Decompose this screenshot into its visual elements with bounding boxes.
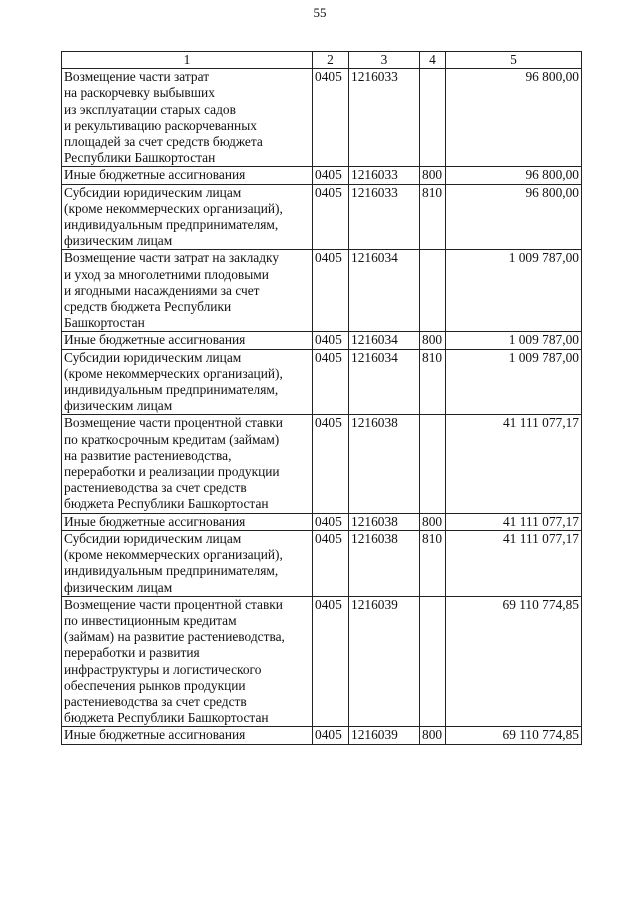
table-row bbox=[62, 596, 582, 727]
row-target-article-cell: 1216033 bbox=[349, 69, 420, 167]
table-row bbox=[62, 167, 582, 184]
row-section-code-cell: 0405 bbox=[313, 596, 349, 727]
row-section-code-cell: 0405 bbox=[313, 513, 349, 530]
table-row bbox=[62, 349, 582, 415]
row-amount-cell: 1 009 787,00 bbox=[446, 250, 582, 332]
table-row bbox=[62, 184, 582, 250]
table-row bbox=[62, 332, 582, 349]
row-expense-type-cell: 800 bbox=[420, 727, 446, 744]
table-header-row bbox=[62, 52, 582, 69]
row-amount-cell: 69 110 774,85 bbox=[446, 727, 582, 744]
row-name-cell: Субсидии юридическим лицам (кроме некоммерческих организаций), индивидуальным предпринимателям, физическим лицам bbox=[62, 349, 313, 415]
row-name-cell: Субсидии юридическим лицам (кроме некоммерческих организаций), индивидуальным предпринимателям, физическим лицам bbox=[62, 184, 313, 250]
column-header-4: 4 bbox=[420, 52, 446, 69]
row-name-cell: Возмещение части затрат на закладку и уход за многолетними плодовыми и ягодными насаждениями за счет средств бюджета Республики Башкортостан bbox=[62, 250, 313, 332]
row-section-code-cell: 0405 bbox=[313, 69, 349, 167]
row-amount-cell: 96 800,00 bbox=[446, 167, 582, 184]
row-expense-type-cell: 810 bbox=[420, 530, 446, 596]
row-target-article-cell: 1216034 bbox=[349, 250, 420, 332]
row-amount-cell: 1 009 787,00 bbox=[446, 332, 582, 349]
row-target-article-cell: 1216033 bbox=[349, 167, 420, 184]
row-amount-cell: 96 800,00 bbox=[446, 69, 582, 167]
row-target-article-cell: 1216034 bbox=[349, 332, 420, 349]
row-expense-type-cell bbox=[420, 596, 446, 727]
row-name-cell: Иные бюджетные ассигнования bbox=[62, 167, 313, 184]
column-header-1: 1 bbox=[62, 52, 313, 69]
row-section-code-cell: 0405 bbox=[313, 415, 349, 513]
row-target-article-cell: 1216039 bbox=[349, 727, 420, 744]
row-section-code-cell: 0405 bbox=[313, 184, 349, 250]
row-amount-cell: 41 111 077,17 bbox=[446, 530, 582, 596]
row-name-cell: Иные бюджетные ассигнования bbox=[62, 332, 313, 349]
row-amount-cell: 96 800,00 bbox=[446, 184, 582, 250]
column-header-3: 3 bbox=[349, 52, 420, 69]
row-expense-type-cell bbox=[420, 250, 446, 332]
row-name-cell: Возмещение части процентной ставки по инвестиционным кредитам (займам) на развитие растениеводства, переработки и развития инфраструктуры и логистического обеспечения рынков продукции растениеводства за счет средств бюджета Республики Башкортостан bbox=[62, 596, 313, 727]
table-row bbox=[62, 513, 582, 530]
table-row bbox=[62, 727, 582, 744]
row-section-code-cell: 0405 bbox=[313, 530, 349, 596]
column-header-2: 2 bbox=[313, 52, 349, 69]
row-name-cell: Возмещение части процентной ставки по краткосрочным кредитам (займам) на развитие растениеводства, переработки и реализации продукции растениеводства за счет средств бюджета Республики Башкортостан bbox=[62, 415, 313, 513]
row-target-article-cell: 1216033 bbox=[349, 184, 420, 250]
row-section-code-cell: 0405 bbox=[313, 727, 349, 744]
row-target-article-cell: 1216038 bbox=[349, 415, 420, 513]
row-amount-cell: 41 111 077,17 bbox=[446, 513, 582, 530]
table-row bbox=[62, 530, 582, 596]
budget-allocation-table bbox=[61, 51, 582, 745]
row-expense-type-cell: 800 bbox=[420, 332, 446, 349]
row-amount-cell: 1 009 787,00 bbox=[446, 349, 582, 415]
row-amount-cell: 69 110 774,85 bbox=[446, 596, 582, 727]
table-row bbox=[62, 250, 582, 332]
row-target-article-cell: 1216038 bbox=[349, 530, 420, 596]
row-name-cell: Субсидии юридическим лицам (кроме некоммерческих организаций), индивидуальным предпринимателям, физическим лицам bbox=[62, 530, 313, 596]
row-expense-type-cell: 800 bbox=[420, 167, 446, 184]
row-name-cell: Возмещение части затрат на раскорчевку выбывших из эксплуатации старых садов и рекультивацию раскорчеванных площадей за счет средств бюджета Республики Башкортостан bbox=[62, 69, 313, 167]
row-target-article-cell: 1216038 bbox=[349, 513, 420, 530]
column-header-5: 5 bbox=[446, 52, 582, 69]
row-expense-type-cell: 810 bbox=[420, 184, 446, 250]
row-section-code-cell: 0405 bbox=[313, 349, 349, 415]
row-section-code-cell: 0405 bbox=[313, 250, 349, 332]
row-target-article-cell: 1216039 bbox=[349, 596, 420, 727]
row-expense-type-cell bbox=[420, 69, 446, 167]
page-number: 55 bbox=[313, 5, 327, 20]
table-row bbox=[62, 69, 582, 167]
row-section-code-cell: 0405 bbox=[313, 167, 349, 184]
row-target-article-cell: 1216034 bbox=[349, 349, 420, 415]
row-name-cell: Иные бюджетные ассигнования bbox=[62, 727, 313, 744]
table-row bbox=[62, 415, 582, 513]
row-expense-type-cell: 800 bbox=[420, 513, 446, 530]
row-expense-type-cell: 810 bbox=[420, 349, 446, 415]
row-section-code-cell: 0405 bbox=[313, 332, 349, 349]
row-amount-cell: 41 111 077,17 bbox=[446, 415, 582, 513]
row-expense-type-cell bbox=[420, 415, 446, 513]
row-name-cell: Иные бюджетные ассигнования bbox=[62, 513, 313, 530]
